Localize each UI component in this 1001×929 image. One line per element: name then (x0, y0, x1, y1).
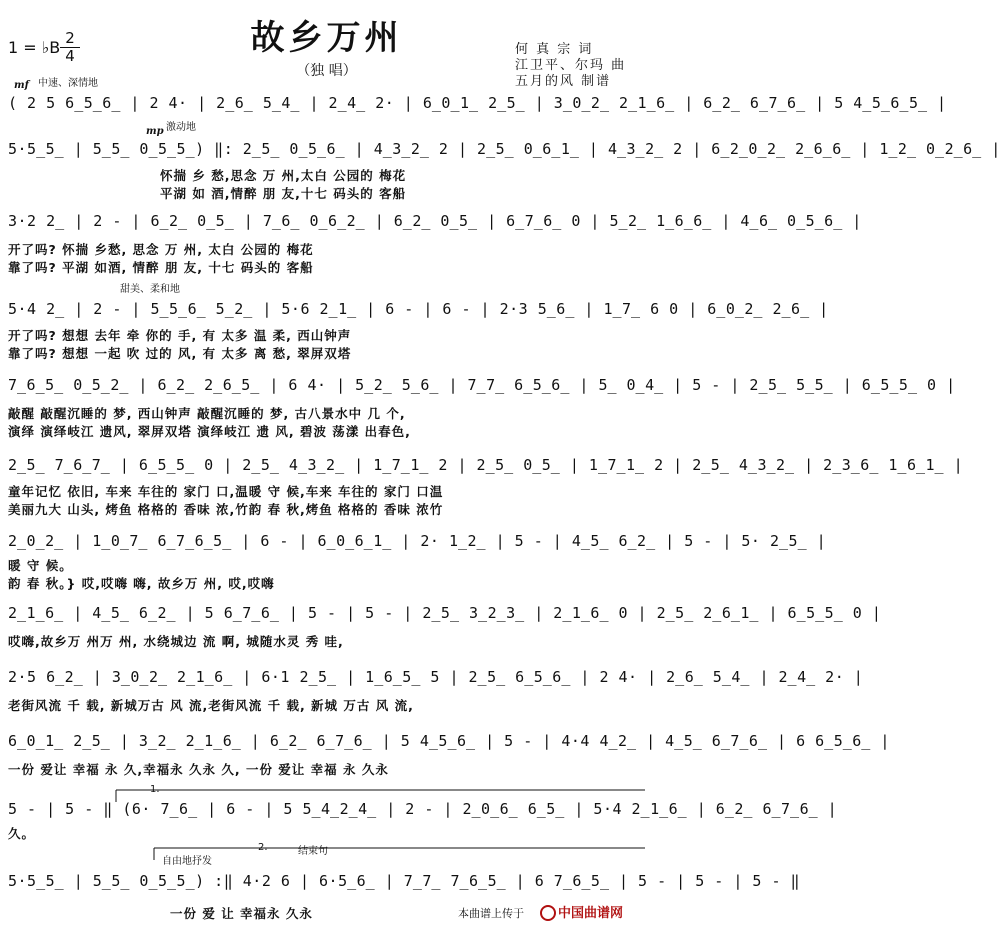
upload-note: 本曲谱上传于 (458, 907, 524, 920)
lyric-row-1b: 平湖 如 酒,情醉 朋 友,十七 码头的 客船 (160, 186, 407, 201)
dynamic-mf: mf (14, 80, 29, 91)
meter-bottom: 4 (60, 47, 80, 65)
volta-2: 2. (258, 842, 268, 853)
credit-composer: 江卫平、尔玛 曲 (515, 58, 627, 73)
lyric-row-5b: 美丽九大 山头, 烤鱼 格格的 香味 浓,竹韵 春 秋,烤鱼 格格的 香味 浓竹 (8, 502, 444, 517)
lyric-row-3b: 靠了吗? 想想 一起 吹 过的 风, 有 太多 离 愁, 翠屏双塔 (8, 346, 352, 361)
lyric-row-10: 久。 (8, 826, 36, 841)
subtitle: （独 唱） (296, 63, 357, 79)
expression-sweet: 甜美、柔和地 (120, 284, 180, 295)
expression-marking: 激动地 (166, 122, 196, 133)
lyric-row-8: 老街风流 千 载, 新城万古 风 流,老街风流 千 载, 新城 万古 风 流, (8, 698, 414, 713)
notation-row-7: 2̲0̲2̲ | 1̲0̲7̲ 6̲7̲6̲5̲ | 6 - | 6̲0̲6̲1̲ | 2· 1̲2̲ | 5 - | 4̲5̲ 6̲2̲ | 5 - | 5· 2̲5̲ | (8, 532, 827, 550)
lyric-row-4a: 敲醒 敲醒沉睡的 梦, 西山钟声 敲醒沉睡的 梦, 古八景水中 几 个, (8, 406, 406, 421)
notation-row-9: 2·5 6̲2̲ | 3̲0̲2̲ 2̲1̲6̲ | 6·1 2̲5̲ | 1̲6̲5̲ 5 | 2̲5̲ 6̲5̲6̲ | 2 4· | 2̲6̲ 5̲4̲ | 2̲4̲ 2· | (8, 668, 864, 686)
lyric-row-7: 哎嗨,故乡万 州万 州, 水绕城边 流 啊, 城随水灵 秀 哇, (8, 634, 344, 649)
logo-text: 中国曲谱网 (558, 906, 624, 921)
notation-row-2: 5·5̲5̲ | 5̲5̲ 0̲5̲5̲) ‖: 2̲5̲ 0̲5̲6̲ | 4̲3̲2̲ 2 | 2̲5̲ 0̲6̲1̲ | 4̲3̲2̲ 2 | 6̲2̲0̲2̲ 2̲6̲6̲ | 1̲2̲ 0̲2̲6̲ | (8, 140, 1001, 158)
notation-row-4: 5·4 2̲ | 2 - | 5̲5̲6̲ 5̲2̲ | 5·6 2̲1̲ | 6 - | 6 - | 2·3 5̲6̲ | 1̲7̲ 6 0 | 6̲0̲2̲ 2̲6̲ | (8, 300, 829, 318)
tempo-marking: 中速、深情地 (38, 78, 98, 89)
lyric-row-6a: 暖 守 候。 (8, 558, 73, 573)
lyric-row-6b: 韵 春 秋。} 哎,哎嗨 嗨, 故乡万 州, 哎,哎嗨 (8, 576, 275, 591)
notation-row-11: 5 - | 5 - ‖ (6· 7̲6̲ | 6 - | 5 5̲4̲2̲4̲ | 2 - | 2̲0̲6̲ 6̲5̲ | 5·4 2̲1̲6̲ | 6̲2̲ 6̲7̲6̲ | (8, 800, 838, 818)
lyric-row-2b: 靠了吗? 平湖 如酒, 情醉 朋 友, 十七 码头的 客船 (8, 260, 314, 275)
lyric-row-11: 一份 爱 让 幸福永 久永 (170, 906, 313, 921)
lyric-row-5a: 童年记忆 依旧, 车来 车往的 家门 口,温暖 守 候,车来 车往的 家门 口温 (8, 484, 444, 499)
lyric-row-3a: 开了吗? 想想 去年 牵 你的 手, 有 太多 温 柔, 西山钟声 (8, 328, 352, 343)
volta-1: 1. (150, 784, 160, 795)
lyric-row-2a: 开了吗? 怀揣 乡愁, 思念 万 州, 太白 公园的 梅花 (8, 242, 314, 257)
meter-top: 2 (65, 29, 75, 47)
dynamic-mp: mp (146, 126, 164, 137)
notation-row-12: 5·5̲5̲ | 5̲5̲ 0̲5̲5̲) :‖ 4·2 6 | 6·5̲6̲ | 7̲7̲ 7̲6̲5̲ | 6 7̲6̲5̲ | 5 - | 5 - | 5 - ‖ (8, 872, 801, 890)
ending-label: 结束句 (298, 846, 328, 857)
notation-row-3: 3·2 2̲ | 2 - | 6̲2̲ 0̲5̲ | 7̲6̲ 0̲6̲2̲ | 6̲2̲ 0̲5̲ | 6̲7̲6̲ 0 | 5̲2̲ 1̲6̲6̲ | 4̲6̲ 0̲5̲6̲ | (8, 212, 862, 230)
expression-free: 自由地抒发 (162, 856, 212, 867)
notation-row-8: 2̲1̲6̲ | 4̲5̲ 6̲2̲ | 5 6̲7̲6̲ | 5 - | 5 - | 2̲5̲ 3̲2̲3̲ | 2̲1̲6̲ 0 | 2̲5̲ 2̲6̲1̲ | 6̲5̲5̲ 0 | (8, 604, 882, 622)
notation-row-5: 7̲6̲5̲ 0̲5̲2̲ | 6̲2̲ 2̲6̲5̲ | 6 4· | 5̲2̲ 5̲6̲ | 7̲7̲ 6̲5̲6̲ | 5̲ 0̲4̲ | 5 - | 2̲5̲ 5̲5̲ | 6̲5̲5̲ 0 | (8, 376, 956, 394)
lyric-row-1a: 怀揣 乡 愁,思念 万 州,太白 公园的 梅花 (160, 168, 407, 183)
lyric-row-4b: 演绎 演绎岐江 遗风, 翠屏双塔 演绎岐江 遗 风, 碧波 荡漾 出春色, (8, 424, 411, 439)
credit-transcriber: 五月的风 制谱 (515, 74, 612, 89)
notation-row-1: ( 2 5 6̲5̲6̲ | 2 4· | 2̲6̲ 5̲4̲ | 2̲4̲ 2· | 6̲0̲1̲ 2̲5̲ | 3̲0̲2̲ 2̲1̲6̲ | 6̲2̲ 6̲7̲6̲ | 5 4̲5̲6̲5̲ | (8, 94, 947, 112)
notation-row-10: 6̲0̲1̲ 2̲5̲ | 3̲2̲ 2̲1̲6̲ | 6̲2̲ 6̲7̲6̲ | 5 4̲5̲6̲ | 5 - | 4·4 4̲2̲ | 4̲5̲ 6̲7̲6̲ | 6 6̲5̲6̲ | (8, 732, 890, 750)
lyric-row-9: 一份 爱让 幸福 永 久,幸福永 久永 久, 一份 爱让 幸福 永 久永 (8, 762, 389, 777)
page-title: 故乡万州 (250, 18, 403, 58)
credit-lyricist: 何 真 宗 词 (515, 42, 594, 57)
key-signature: 1 = ♭B (8, 38, 61, 57)
notation-row-6: 2̲5̲ 7̲6̲7̲ | 6̲5̲5̲ 0 | 2̲5̲ 4̲3̲2̲ | 1̲7̲1̲ 2 | 2̲5̲ 0̲5̲ | 1̲7̲1̲ 2 | 2̲5̲ 4̲3̲2̲ | 2̲3̲6̲ 1̲6̲1̲ | (8, 456, 964, 474)
